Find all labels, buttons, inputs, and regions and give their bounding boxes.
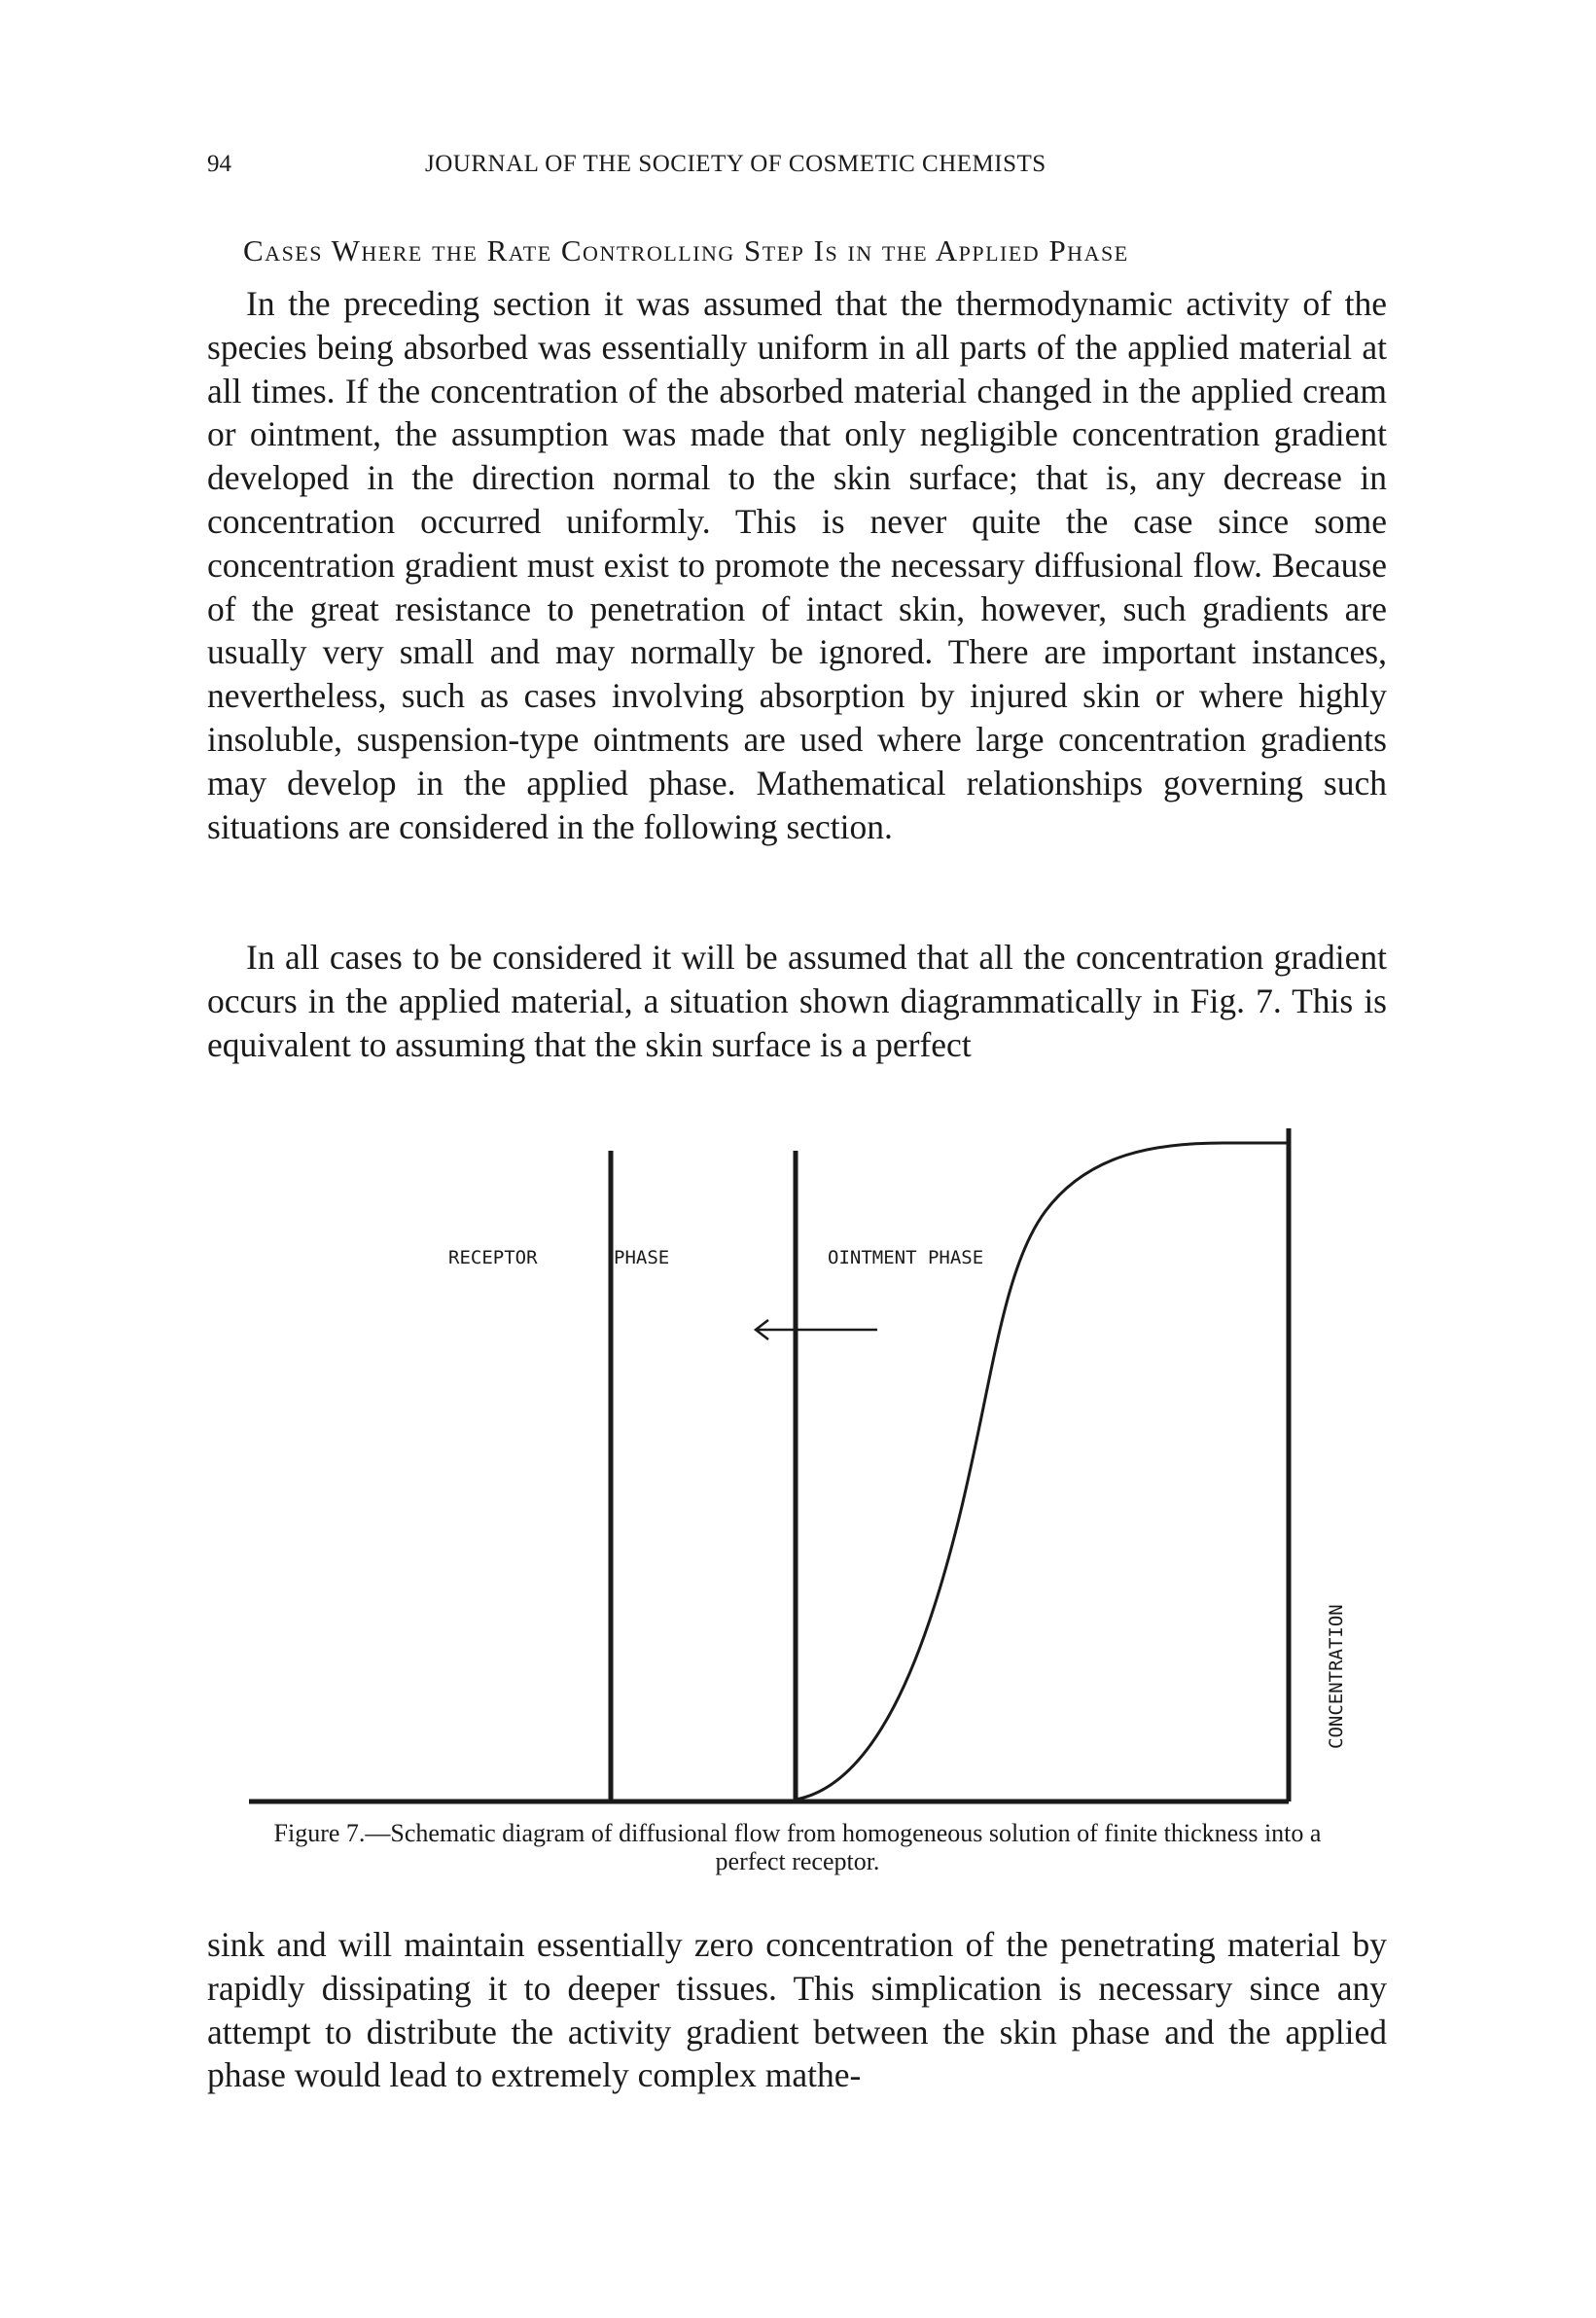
page-number: 94 xyxy=(207,151,231,177)
phase-label: PHASE xyxy=(614,1247,670,1268)
section-heading: Cases Where the Rate Controlling Step Is in the Applied Phase xyxy=(243,233,1129,267)
body-paragraph-2: In all cases to be considered it will be assumed that all the concentration gradient occurs in the applied material, a situation shown diagrammatically in Fig. 7. This is equivalent to assuming that the skin surface is a perfect xyxy=(207,938,1387,1064)
receptor-label: RECEPTOR xyxy=(448,1247,538,1268)
journal-title: JOURNAL OF THE SOCIETY OF COSMETIC CHEMISTS xyxy=(425,151,1046,177)
body-paragraph-1: In the preceding section it was assumed that the thermodynamic activity of the species being absorbed was essentially uniform in all parts of the applied material at all times. If the concentration of the absorbed material changed in the applied cream or ointment, the assumption was made that only negligible concentration gradient developed in the direction normal to the skin surface; that is, any decrease in concentration occurred uniformly. This is never quite the case since some concentration gradient must exist to promote the necessary diffusional flow. Because of the great resistance to penetration of intact skin, however, such gradients are usually very small and may normally be ignored. There are important instances, nevertheless, such as cases involving absorption by injured skin or where highly insoluble, suspension-type ointments are used where large concentration gradients may develop in the applied phase. Mathematical relationships governing such situations are considered in the following section. xyxy=(207,284,1387,846)
body-paragraph-3: sink and will maintain essentially zero concentration of the penetrating material by rapidly dissipating it to deeper tissues. This simplication is necessary since any attempt to distribute the activity gradient between the skin phase and the applied phase would lead to extremely complex mathe- xyxy=(207,1925,1387,2095)
figure-7-diagram xyxy=(243,1114,1347,1814)
concentration-label: CONCENTRATION xyxy=(1326,1604,1347,1749)
figure-7 xyxy=(243,1114,1347,1814)
concentration-curve xyxy=(796,1143,1289,1800)
figure-caption: Figure 7.—Schematic diagram of diffusional flow from homogeneous solution of finite thickness into a perfect receptor. xyxy=(273,1819,1322,1875)
running-head xyxy=(0,151,1596,190)
ointment-phase-label: OINTMENT PHASE xyxy=(828,1247,984,1268)
